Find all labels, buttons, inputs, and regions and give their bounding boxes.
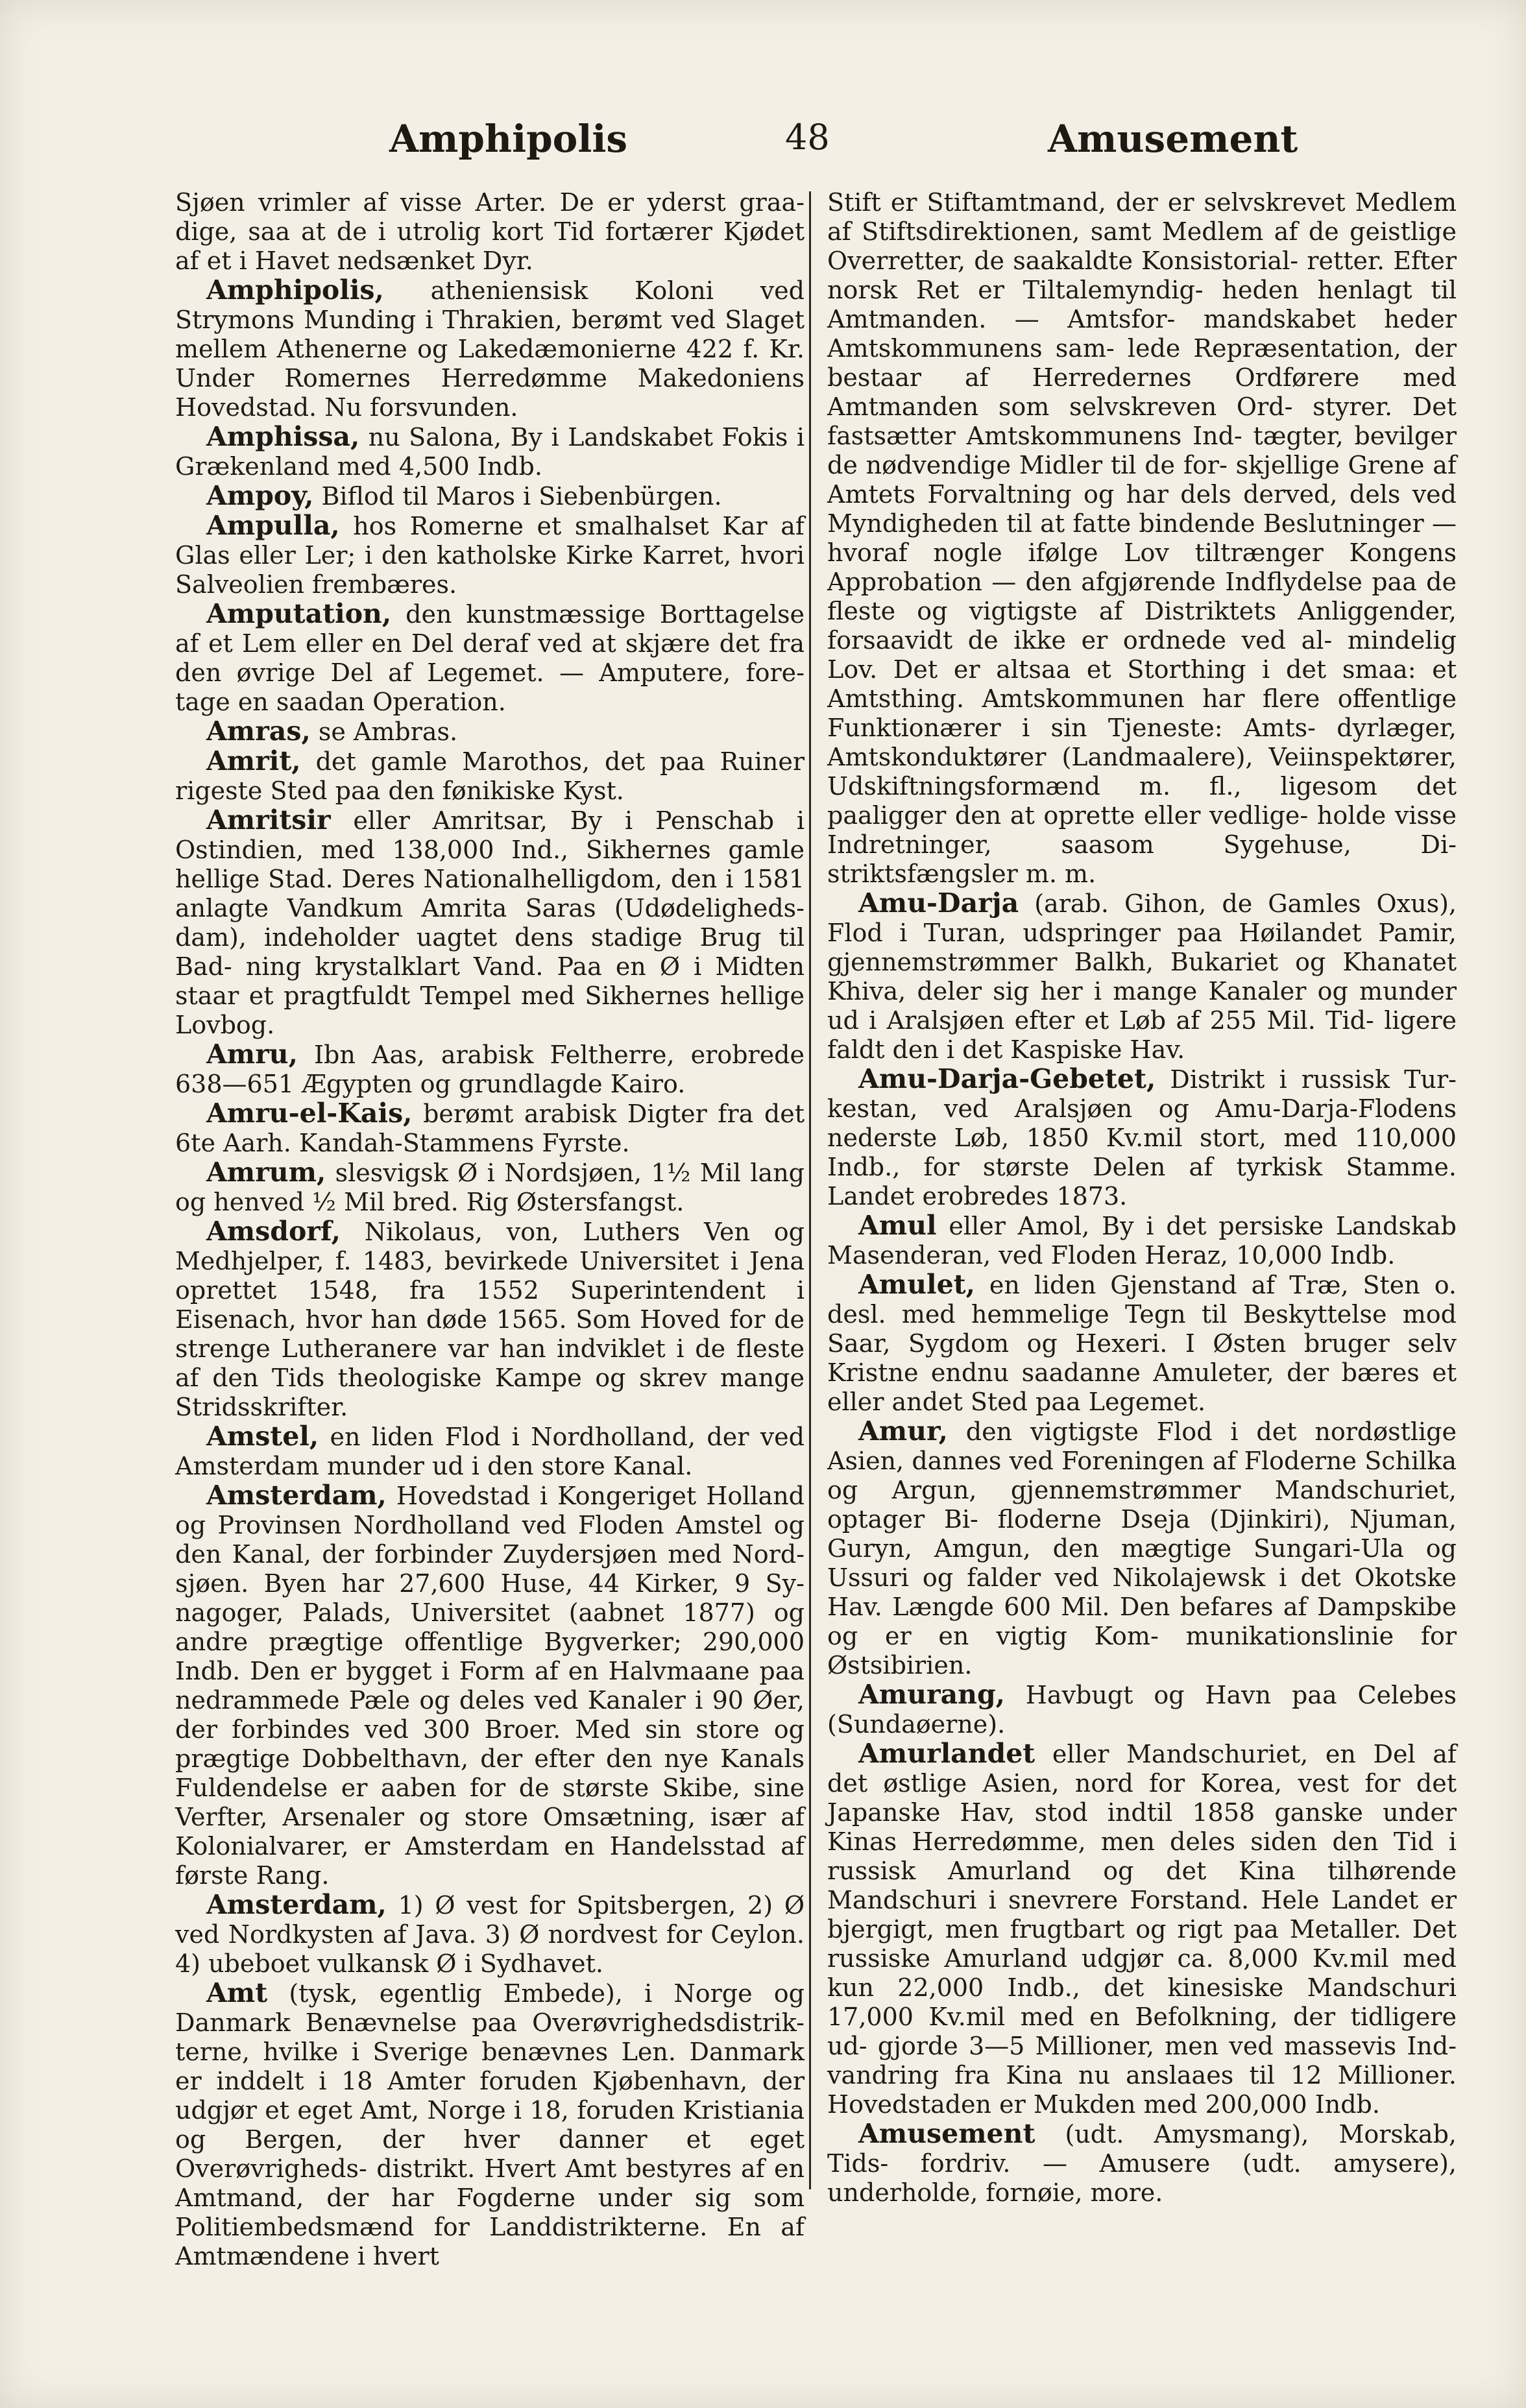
dictionary-entry (175, 599, 805, 717)
entry-text: en liden Gjenstand af Træ, Sten o. desl. med hemmelige Tegn til Beskyttelse mod Saar, Sygdom og Hexeri. I Østen bruger selv Kristne endnu saadanne Amuleter, der bæres et eller andet Sted paa Legemet. (827, 1271, 1457, 1416)
entry-headword: Amru, (206, 1039, 298, 1070)
entry-headword: Amurlandet (858, 1738, 1036, 1769)
dictionary-entry (175, 422, 805, 481)
entry-text: (tysk, egentlig Embede), i Norge og Danmark Benævnelse paa Overøvrighedsdistrik- terne, hvilke i Sverige benævnes Len. Danmark er inddelt i 18 Amter foruden Kjøbenhavn, der udgjør et eget Amt, Norge i 18, foruden Kristiania og Bergen, der hver danner et eget Overøvrigheds- distrikt. Hvert Amt bestyres af en Amtmand, der har Fogderne under sig som Politiembedsmænd for Landdistrikterne. En af Amtmændene i hvert (175, 1979, 805, 2270)
entry-text: det gamle Marothos, det paa Ruiner rigeste Sted paa den fønikiske Kyst. (175, 747, 805, 805)
entry-text: en liden Flod i Nordholland, der ved Amsterdam munder ud i den store Kanal. (175, 1423, 805, 1480)
entry-headword: Amu-Darja (858, 887, 1019, 919)
entry-headword: Amphipolis, (206, 274, 384, 306)
entry-headword: Amru-el-Kais, (206, 1098, 413, 1129)
dictionary-entry (827, 1270, 1457, 1417)
dictionary-entry (827, 1065, 1457, 1211)
entry-headword: Amu-Darja-Gebetet, (858, 1063, 1156, 1094)
dictionary-entry (175, 1099, 805, 1158)
dictionary-entry (827, 2119, 1457, 2208)
right-column (827, 188, 1457, 2207)
dictionary-entry (175, 1158, 805, 1217)
entry-text: eller Amritsar, By i Penschab i Ostindien, med 138,000 Ind., Sikhernes gamle hellige Stad. Deres Nationalhelligdom, den i 1581 anlagte Vandkum Amrita Saras (Udødeligheds- dam), indeholder uagtet dens stadige Brug til Bad- ning krystalklart Vand. Paa en Ø i Midten staar et pragtfuldt Tempel med Sikhernes hellige Lovbog. (175, 806, 805, 1039)
entry-headword: Amurang, (858, 1679, 1005, 1710)
entry-headword: Amsterdam, (206, 1480, 387, 1511)
entry-text: (arab. Gihon, de Gamles Oxus), Flod i Turan, udspringer paa Høilandet Pamir, gjennemstrømmer Balkh, Bukariet og Khanatet Khiva, deler sig her i mange Kanaler og munder ud i Aralsjøen efter et Løb af 255 Mil. Tid- ligere faldt den i det Kaspiske Hav. (827, 889, 1457, 1064)
dictionary-entry (175, 1422, 805, 1481)
entry-text: 1) Ø vest for Spitsbergen, 2) Ø ved Nordkysten af Java. 3) Ø nordvest for Ceylon. 4) ubeboet vulkansk Ø i Sydhavet. (175, 1891, 805, 1978)
entry-headword: Amphissa, (206, 421, 360, 452)
entry-text: Nikolaus, von, Luthers Ven og Medhjelper, f. 1483, bevirkede Universitet i Jena oprettet 1548, fra 1552 Superintendent i Eisenach, hvor han døde 1565. Som Hoved for de strenge Lutheranere var han indviklet i de fleste af den Tids theologiske Kampe og skrev mange Stridsskrifter. (175, 1218, 805, 1421)
entry-text: hos Romerne et smalhalset Kar af Glas eller Ler; i den katholske Kirke Karret, hvori Salveolien frembæres. (175, 512, 805, 599)
entry-headword: Amstel, (206, 1421, 319, 1452)
entry-text: Stift er Stiftamtmand, der er selvskrevet Medlem af Stiftsdirektionen, samt Medlem af de geistlige Overretter, de saakaldte Konsistorial- retter. Efter norsk Ret er Tiltalemyndig- heden henlagt til Amtmanden. — Amtsfor- mandskabet heder Amtskommunens sam- lede Repræsentation, der bestaar af Herredernes Ordførere med Amtmanden som selvskreven Ord- styrer. Det fastsætter Amtskommunens Ind- tægter, bevilger de nødvendige Midler til de for- skjellige Grene af Amtets Forvaltning og har dels derved, dels ved Myndigheden til at fatte bindende Beslutninger — hvoraf nogle ifølge Lov tiltrænger Kongens Approbation — den afgjørende Indflydelse paa de fleste og vigtigste af Distriktets Anliggender, forsaavidt de ikke er ordnede ved al- mindelig Lov. Det er altsaa et Storthing i det smaa: et Amtsthing. Amtskommunen har flere offentlige Funktionærer i sin Tjeneste: Amts- dyrlæger, Amtskonduktører (Landmaalere), Veiinspektører, Udskiftningsformænd m. fl., ligesom det paaligger den at oprette eller vedlige- holde visse Indretninger, saasom Sygehuse, Di- striktsfængsler m. m. (827, 188, 1457, 888)
entry-headword: Amputation, (206, 598, 392, 629)
entry-headword: Amritsir (206, 804, 331, 836)
entry-text: nu Salona, By i Landskabet Fokis i Grækenland med 4,500 Indb. (175, 423, 805, 481)
dictionary-entry (175, 747, 805, 806)
dictionary-entry (175, 1979, 805, 2271)
header-right-word: Amusement (1048, 117, 1298, 161)
dictionary-entry (175, 806, 805, 1040)
entry-headword: Ampulla, (206, 510, 340, 541)
entry-headword: Amras, (206, 716, 311, 747)
dictionary-entry (175, 481, 805, 511)
entry-text: eller Amol, By i det persiske Landskab Masenderan, ved Floden Heraz, 10,000 Indb. (827, 1212, 1457, 1270)
dictionary-entry (175, 188, 805, 276)
entry-text: atheniensisk Koloni ved Strymons Munding i Thrakien, berømt ved Slaget mellem Athenerne og Lakedæmonierne 422 f. Kr. Under Romernes Herredømme Makedoniens Hovedstad. Nu forsvunden. (175, 276, 805, 422)
dictionary-entry (827, 1417, 1457, 1680)
entry-headword: Amusement (858, 2118, 1036, 2149)
page-number: 48 (785, 117, 830, 158)
dictionary-entry (827, 1211, 1457, 1270)
entry-headword: Amrit, (206, 745, 301, 777)
entry-text: Biflod til Maros i Siebenbürgen. (321, 482, 722, 511)
entry-headword: Amulet, (858, 1269, 975, 1300)
entry-text: Havbugt og Havn paa Celebes (Sundaøerne). (827, 1681, 1457, 1739)
running-header (175, 117, 1343, 169)
dictionary-entry (827, 1739, 1457, 2119)
entry-headword: Amur, (858, 1415, 948, 1447)
header-left-word: Amphipolis (389, 117, 628, 161)
dictionary-entry (175, 717, 805, 747)
dictionary-entry (175, 276, 805, 422)
entry-headword: Amul (858, 1210, 937, 1241)
entry-text: eller Mandschuriet, en Del af det østlige Asien, nord for Korea, vest for det Japanske Hav, stod indtil 1858 ganske under Kinas Herredømme, men deles siden den Tid i russisk Amurland og det Kina tilhørende Mandschuri i snevrere Forstand. Hele Landet er bjergigt, men frugtbart og rigt paa Metaller. Det russiske Amurland udgjør ca. 8,000 Kv.mil med kun 22,000 Indb., det kinesiske Mandschuri 17,000 Kv.mil med en Befolkning, der tidligere ud- gjorde 3—5 Millioner, men ved massevis Ind- vandring fra Kina nu anslaaes til 12 Millioner. Hovedstaden er Mukden med 200,000 Indb. (827, 1740, 1457, 2119)
entry-headword: Amsdorf, (206, 1216, 341, 1247)
entry-text: den kunstmæssige Borttagelse af et Lem eller en Del deraf ved at skjære det fra den øvrige Del af Legemet. — Amputere, fore- tage en saadan Operation. (175, 600, 805, 716)
entry-text: se Ambras. (318, 717, 458, 746)
entry-headword: Ampoy, (206, 480, 314, 511)
entry-text: Hovedstad i Kongeriget Holland og Provinsen Nordholland ved Floden Amstel og den Kanal, der forbinder Zuydersjøen med Nord- sjøen. Byen har 27,600 Huse, 44 Kirker, 9 Sy- nagoger, Palads, Universitet (aabnet 1877) og andre prægtige offentlige Bygverker; 290,000 Indb. Den er bygget i Form af en Halvmaane paa nedrammede Pæle og deles ved Kanaler i 90 Øer, der forbindes ved 300 Broer. Med sin store og prægtige Dobbelthavn, der efter den nye Kanals Fuldendelse er aaben for de største Skibe, sine Verfter, Arsenaler og store Omsætning, især af Kolonialvarer, er Amsterdam en Handelsstad af første Rang. (175, 1482, 805, 1890)
entry-headword: Amsterdam, (206, 1889, 387, 1920)
dictionary-entry (827, 188, 1457, 889)
entry-text: berømt arabisk Digter fra det 6te Aarh. Kandah-Stammens Fyrste. (175, 1100, 805, 1157)
dictionary-entry (827, 1680, 1457, 1739)
dictionary-entry (175, 1890, 805, 1979)
left-column (175, 188, 805, 2270)
dictionary-entry (175, 511, 805, 599)
dictionary-entry (175, 1217, 805, 1422)
entry-text: Distrikt i russisk Tur- kestan, ved Aralsjøen og Amu-Darja-Flodens nederste Løb, 1850 Kv.mil stort, med 110,000 Indb., for største Delen af tyrkisk Stamme. Landet erobredes 1873. (827, 1065, 1457, 1210)
column-divider (809, 191, 811, 2189)
entry-text: Ibn Aas, arabisk Feltherre, erobrede 638—651 Ægypten og grundlagde Kairo. (175, 1041, 805, 1098)
dictionary-entry (175, 1040, 805, 1099)
entry-headword: Amt (206, 1977, 268, 2008)
entry-text: slesvigsk Ø i Nordsjøen, 1½ Mil lang og henved ½ Mil bred. Rig Østersfangst. (175, 1159, 805, 1216)
entry-text: Sjøen vrimler af visse Arter. De er yderst graa- dige, saa at de i utrolig kort Tid fortærer Kjødet af et i Havet nedsænket Dyr. (175, 188, 805, 275)
entry-text: den vigtigste Flod i det nordøstlige Asien, dannes ved Foreningen af Floderne Schilka og Argun, gjennemstrømmer Mandschuriet, optager Bi- floderne Dseja (Djinkiri), Njuman, Guryn, Amgun, den mægtige Sungari-Ula og Ussuri og falder ved Nikolajewsk i det Okotske Hav. Længde 600 Mil. Den befares af Dampskibe og er en vigtig Kom- munikationslinie for Østsibirien. (827, 1417, 1457, 1680)
entry-headword: Amrum, (206, 1157, 326, 1188)
dictionary-entry (175, 1481, 805, 1890)
entry-text: (udt. Amysmang), Morskab, Tids- fordriv. — Amusere (udt. amysere), underholde, fornøie, more. (827, 2120, 1457, 2207)
dictionary-entry (827, 889, 1457, 1065)
